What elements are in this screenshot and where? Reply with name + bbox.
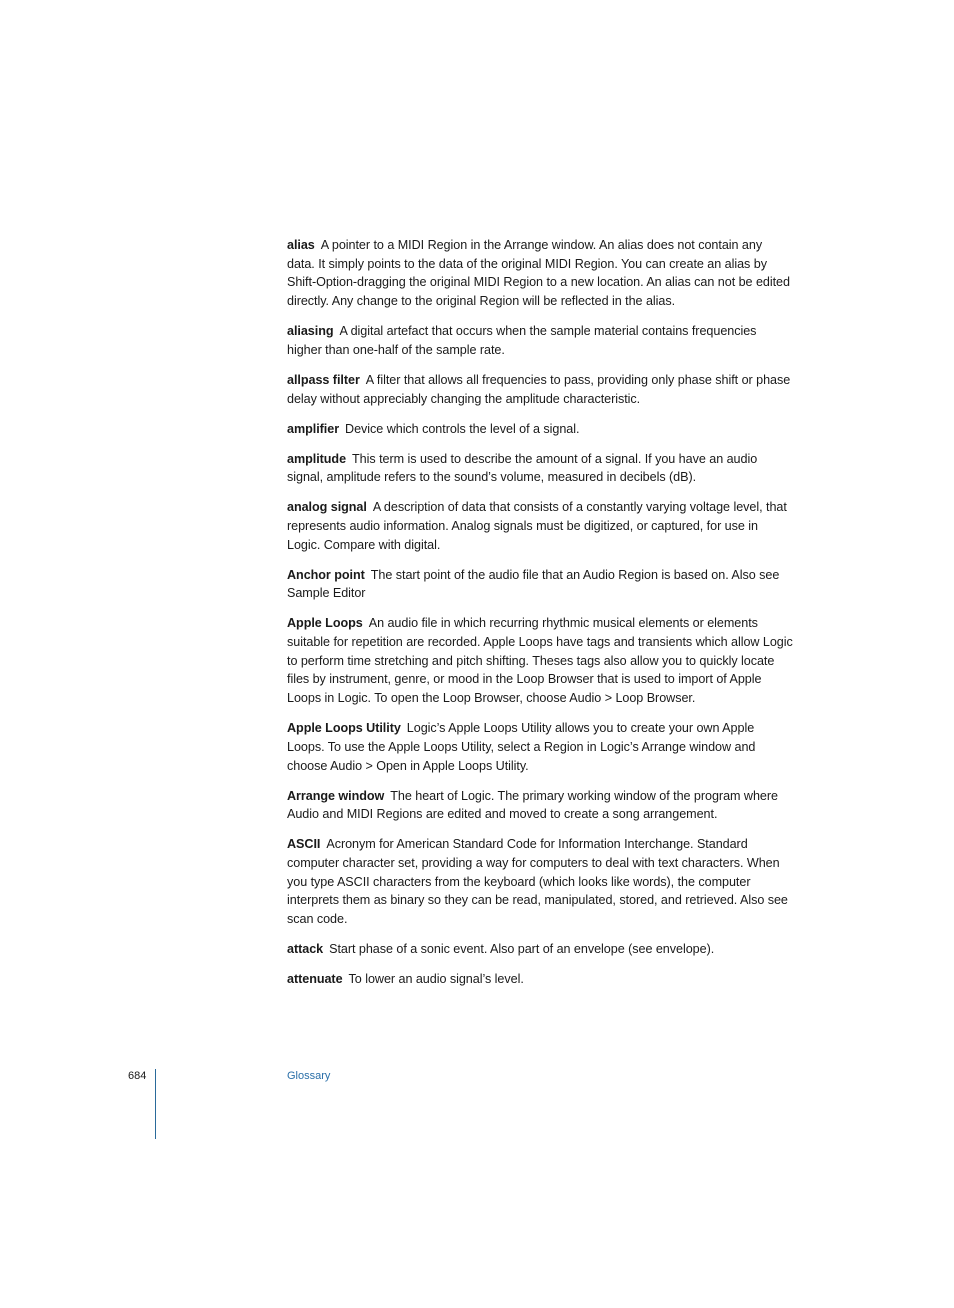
glossary-entry-amplifier <box>287 420 793 439</box>
glossary-definition: An audio file in which recurring rhythmic musical elements or elements suitable for repetition are recorded. Apple Loops have tags and transients which allow Logic to perform time stretching and pitch shifting. Theses tags also allow you to quickly locate files by instrument, genre, or mood in the Loop Browser that is used to import of Apple Loops in Logic. To open the Loop Browser, choose Audio > Loop Browser. <box>287 616 793 706</box>
glossary-definition: A description of data that consists of a constantly varying voltage level, that represents audio information. Analog signals must be digitized, or captured, for use in Logic. Compare with digital. <box>287 500 787 552</box>
glossary-definition: A pointer to a MIDI Region in the Arrange window. An alias does not contain any data. It simply points to the data of the original MIDI Region. You can create an alias by Shift-Option-dragging the original MIDI Region to a new location. An alias can not be edited directly. Any change to the original Region will be reflected in the alias. <box>287 238 790 309</box>
glossary-definition: Start phase of a sonic event. Also part of an envelope (see envelope). <box>329 942 715 957</box>
footer-divider <box>155 1069 156 1139</box>
glossary-term: amplitude <box>287 451 347 466</box>
glossary-term: Apple Loops Utility <box>287 721 401 736</box>
glossary-entry-aliasing <box>287 322 793 359</box>
glossary-entry-allpass-filter <box>287 371 793 408</box>
glossary-term: alias <box>287 238 315 252</box>
glossary-term: attenuate <box>287 972 343 987</box>
glossary-term: amplifier <box>287 421 340 436</box>
glossary-definition: The start point of the audio file that an Audio Region is based on. Also see Sample Editor <box>287 567 780 601</box>
glossary-entry-analog-signal <box>287 498 793 554</box>
glossary-term: Anchor point <box>287 567 365 582</box>
footer-section-title: Glossary <box>287 1070 331 1082</box>
glossary-term: analog signal <box>287 500 367 515</box>
glossary-term: Apple Loops <box>287 616 363 631</box>
glossary-definition: Logic’s Apple Loops Utility allows you to create your own Apple Loops. To use the Apple Loops Utility, select a Region in Logic’s Arrange window and choose Audio > Open in Apple Loops Utility. <box>287 721 756 773</box>
page-number: 684 <box>128 1070 147 1082</box>
glossary-definition: To lower an audio signal’s level. <box>348 972 524 987</box>
glossary-entry-ascii <box>287 835 793 929</box>
glossary-definition: A filter that allows all frequencies to pass, providing only phase shift or phase delay without appreciably changing the amplitude characteristic. <box>287 372 791 406</box>
glossary-entry-apple-loops-utility <box>287 719 793 775</box>
glossary-entry-anchor-point <box>287 566 793 603</box>
glossary-term: attack <box>287 942 324 957</box>
glossary-definition: Device which controls the level of a signal. <box>345 421 580 436</box>
glossary-entry-apple-loops <box>287 614 793 708</box>
glossary-term: ASCII <box>287 837 321 852</box>
glossary-content <box>287 236 793 1000</box>
glossary-definition: Acronym for American Standard Code for Information Interchange. Standard computer character set, providing a way for computers to deal with text characters. When you type ASCII characters from the keyboard (which looks like words), the computer interprets them as binary so they can be read, manipulated, stored, and retrieved. Also see scan code. <box>287 837 788 927</box>
glossary-term: aliasing <box>287 324 334 339</box>
glossary-entry-attack <box>287 940 793 959</box>
glossary-entry-attenuate <box>287 970 793 989</box>
glossary-entry-amplitude <box>287 450 793 487</box>
glossary-entry-alias <box>287 236 793 311</box>
glossary-entry-arrange-window <box>287 787 793 824</box>
glossary-term: allpass filter <box>287 372 360 387</box>
glossary-definition: The heart of Logic. The primary working window of the program where Audio and MIDI Regions are edited and moved to create a song arrangement. <box>287 788 778 822</box>
glossary-definition: A digital artefact that occurs when the sample material contains frequencies higher than one-half of the sample rate. <box>287 324 757 357</box>
glossary-term: Arrange window <box>287 788 385 803</box>
glossary-definition: This term is used to describe the amount of a signal. If you have an audio signal, amplitude refers to the sound’s volume, measured in decibels (dB). <box>287 451 758 485</box>
